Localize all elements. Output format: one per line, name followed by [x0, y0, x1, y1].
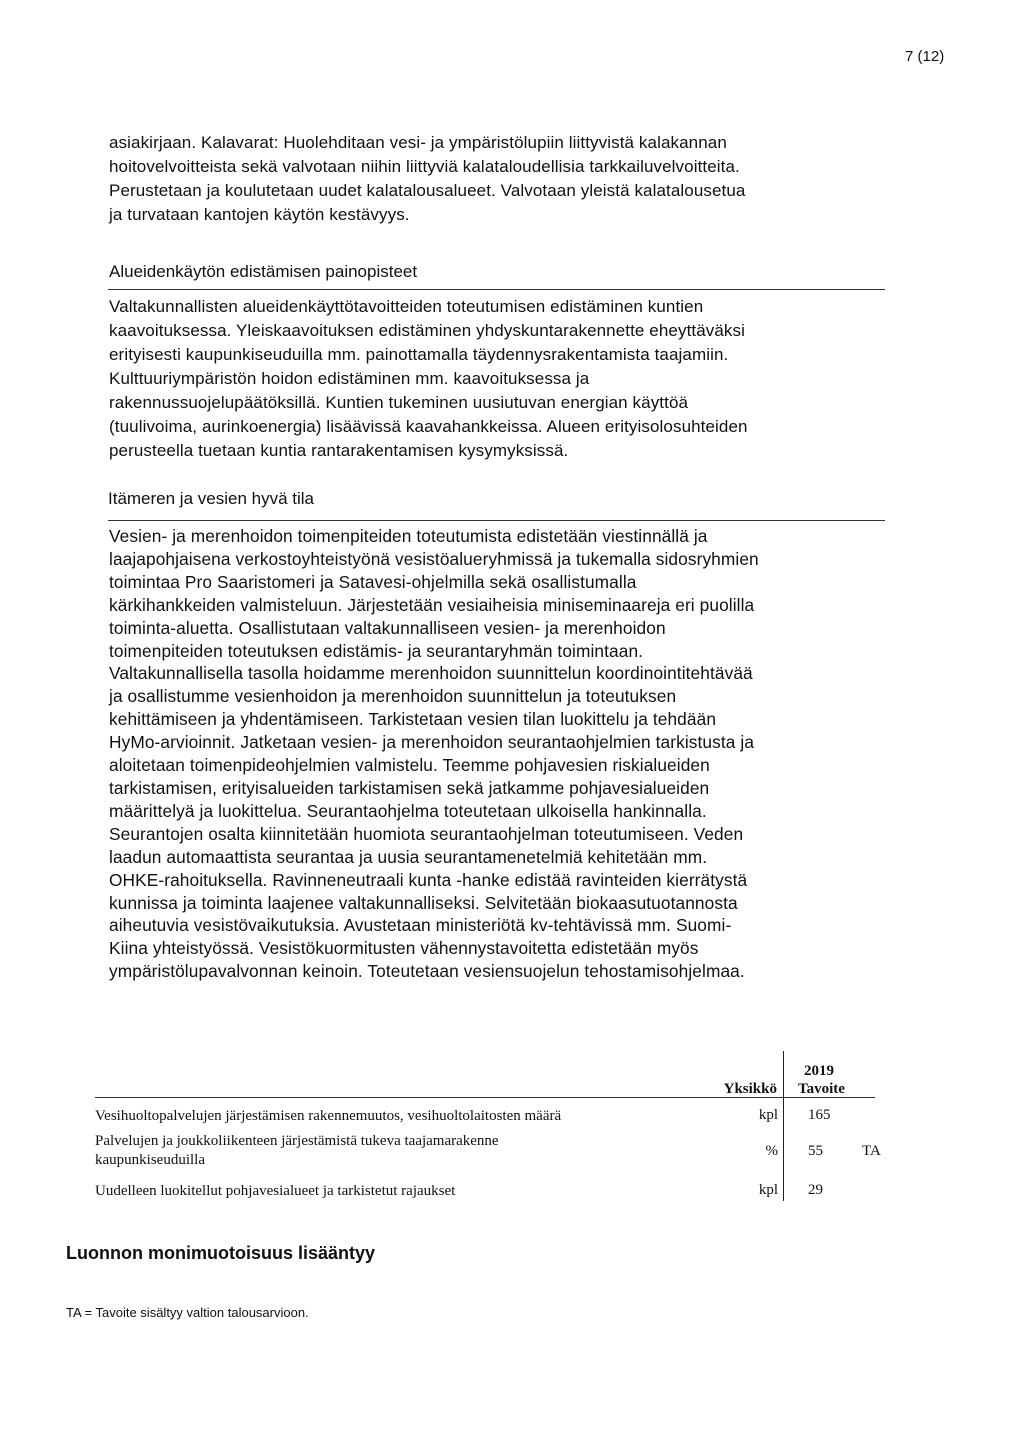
text-line: kunnissa ja toiminta laajenee valtakunnalliseksi. Selvitetään biokaasutuotannosta [109, 892, 738, 913]
text-line: perusteella tuetaan kuntia rantarakentamisen kysymyksissä. [109, 441, 569, 460]
text-line: määrittelyä ja luokittelua. Seurantaohjelma toteutetaan ulkoisella hankinnalla. [109, 800, 707, 821]
text-line: kärkihankkeiden valmisteluun. Järjestetään vesiaiheisia miniseminaareja eri puolilla [109, 594, 755, 615]
table-row-unit: kpl [758, 1107, 778, 1123]
text-line: asiakirjaan. Kalavarat: Huolehditaan vesi- ja ympäristölupiin liittyvistä kalakannan [109, 133, 727, 152]
page-number: 7 (12) [905, 48, 945, 65]
next-section-heading: Luonnon monimuotoisuus lisääntyy [66, 1243, 376, 1263]
text-line: aloitetaan toimenpideohjelmien valmistelu. Teemme pohjavesien riskialueiden [109, 755, 710, 776]
table-row-unit: % [765, 1143, 778, 1159]
text-line: toimenpiteiden toteutuksen edistämis- ja seurantaryhmän toimintaan. [109, 640, 644, 661]
text-line: aiheutuvia vesistövaikutuksia. Avustetaan ministeriötä kv-tehtävissä mm. Suomi- [109, 915, 732, 936]
text-line: Vesien- ja merenhoidon toimenpiteiden toteutumista edistetään viestinnällä ja [109, 526, 708, 546]
table-row-label: Uudelleen luokitellut pohjavesialueet ja tarkistetut rajaukset [95, 1183, 456, 1199]
table-row-unit: kpl [758, 1182, 778, 1198]
text-line: kehittämiseen ja yhdentämiseen. Tarkistetaan vesien tilan luokittelu ja tehdään [109, 709, 717, 730]
text-line: kaavoituksessa. Yleiskaavoituksen edistäminen yhdyskuntarakennette eheyttäväksi [109, 321, 746, 340]
text-line: toiminta-aluetta. Osallistutaan valtakunnalliseen vesien- ja merenhoidon [109, 617, 666, 638]
section-heading-alueidenkaytto: Alueidenkäytön edistämisen painopisteet [109, 262, 418, 281]
text-line: tarkistamisen, erityisalueiden tarkistamisen sekä jatkamme pohjavesialueiden [109, 777, 710, 798]
table-row-label: Vesihuoltopalvelujen järjestämisen rakennemuutos, vesihuoltolaitosten määrä [95, 1108, 562, 1124]
text-line: Valtakunnallisten alueidenkäyttötavoitteiden toteutumisen edistäminen kuntien [109, 297, 704, 316]
itameri-paragraph [109, 525, 904, 983]
footnote: TA = Tavoite sisältyy valtion talousarvioon. [66, 1305, 309, 1320]
text-line: Valtakunnallisella tasolla hoidamme merenhoidon suunnittelun koordinointitehtävää [109, 663, 753, 684]
text-line: Kiina yhteistyössä. Vesistökuormitusten vähennystavoitetta edistetään myös [109, 938, 699, 959]
text-line: Perustetaan ja koulutetaan uudet kalatalousalueet. Valvotaan yleistä kalatalousetua [109, 181, 746, 200]
section-divider [108, 289, 885, 290]
text-line: ja osallistumme vesienhoidon ja merenhoidon suunnittelun ja toteutuksen [109, 686, 677, 707]
table-header-year: 2019 [804, 1063, 834, 1079]
table-row-label-line: Palvelujen ja joukkoliikenteen järjestämistä tukeva taajamarakenne [95, 1133, 499, 1149]
table-row-value: 29 [808, 1182, 823, 1198]
text-line: OHKE-rahoituksella. Ravinneneutraali kunta -hanke edistää ravinteiden kierrätystä [109, 869, 748, 890]
intro-paragraph [109, 131, 909, 227]
text-line: laajapohjaisena verkostoyhteistyönä vesistöalueryhmissä ja tukemalla sidosryhmien [109, 548, 759, 569]
text-line: HyMo-arvioinnit. Jatketaan vesien- ja merenhoidon seurantaohjelmien tarkistusta ja [109, 732, 755, 753]
table-row-label [95, 1132, 655, 1170]
text-line: (tuulivoima, aurinkoenergia) lisäävissä kaavahankkeissa. Alueen erityisolosuhteiden [109, 417, 748, 436]
text-line: ympäristölupavalvonnan keinoin. Toteutetaan vesiensuojelun tehostamisohjelmaa. [109, 961, 745, 982]
table-row-note: TA [862, 1143, 881, 1159]
text-line: Seurantojen osalta kiinnitetään huomiota seurantaohjelman toteutumiseen. Veden [109, 823, 744, 844]
text-line: rakennussuojelupäätöksillä. Kuntien tukeminen uusiutuvan energian käyttöä [109, 393, 689, 412]
text-line: toimintaa Pro Saaristomeri ja Satavesi-ohjelmilla sekä osallistumalla [109, 571, 637, 592]
text-line: laadun automaattista seurantaa ja uusia seurantamenetelmiä kehitetään mm. [109, 846, 708, 867]
table-row-label-line: kaupunkiseuduilla [95, 1152, 205, 1168]
text-line: ja turvataan kantojen käytön kestävyys. [109, 205, 410, 224]
table-header-unit: Yksikkö [723, 1081, 777, 1097]
text-line: erityisesti kaupunkiseuduilla mm. painottamalla täydennysrakentamista taajamiin. [109, 345, 729, 364]
text-line: hoitovelvoitteista sekä valvotaan niihin liittyviä kalataloudellisia tarkkailuvelvoitteita. [109, 157, 740, 176]
text-line: Kulttuuriympäristön hoidon edistäminen mm. kaavoituksessa ja [109, 369, 590, 388]
targets-table [95, 1045, 895, 1225]
table-column-divider [783, 1051, 784, 1201]
table-header-target: Tavoite [798, 1081, 845, 1097]
table-row-value: 55 [808, 1143, 823, 1159]
alueidenkaytto-paragraph [109, 295, 899, 463]
section-heading-itameri: Itämeren ja vesien hyvä tila [108, 489, 314, 508]
table-row-value: 165 [808, 1107, 831, 1123]
section-divider [108, 520, 885, 521]
